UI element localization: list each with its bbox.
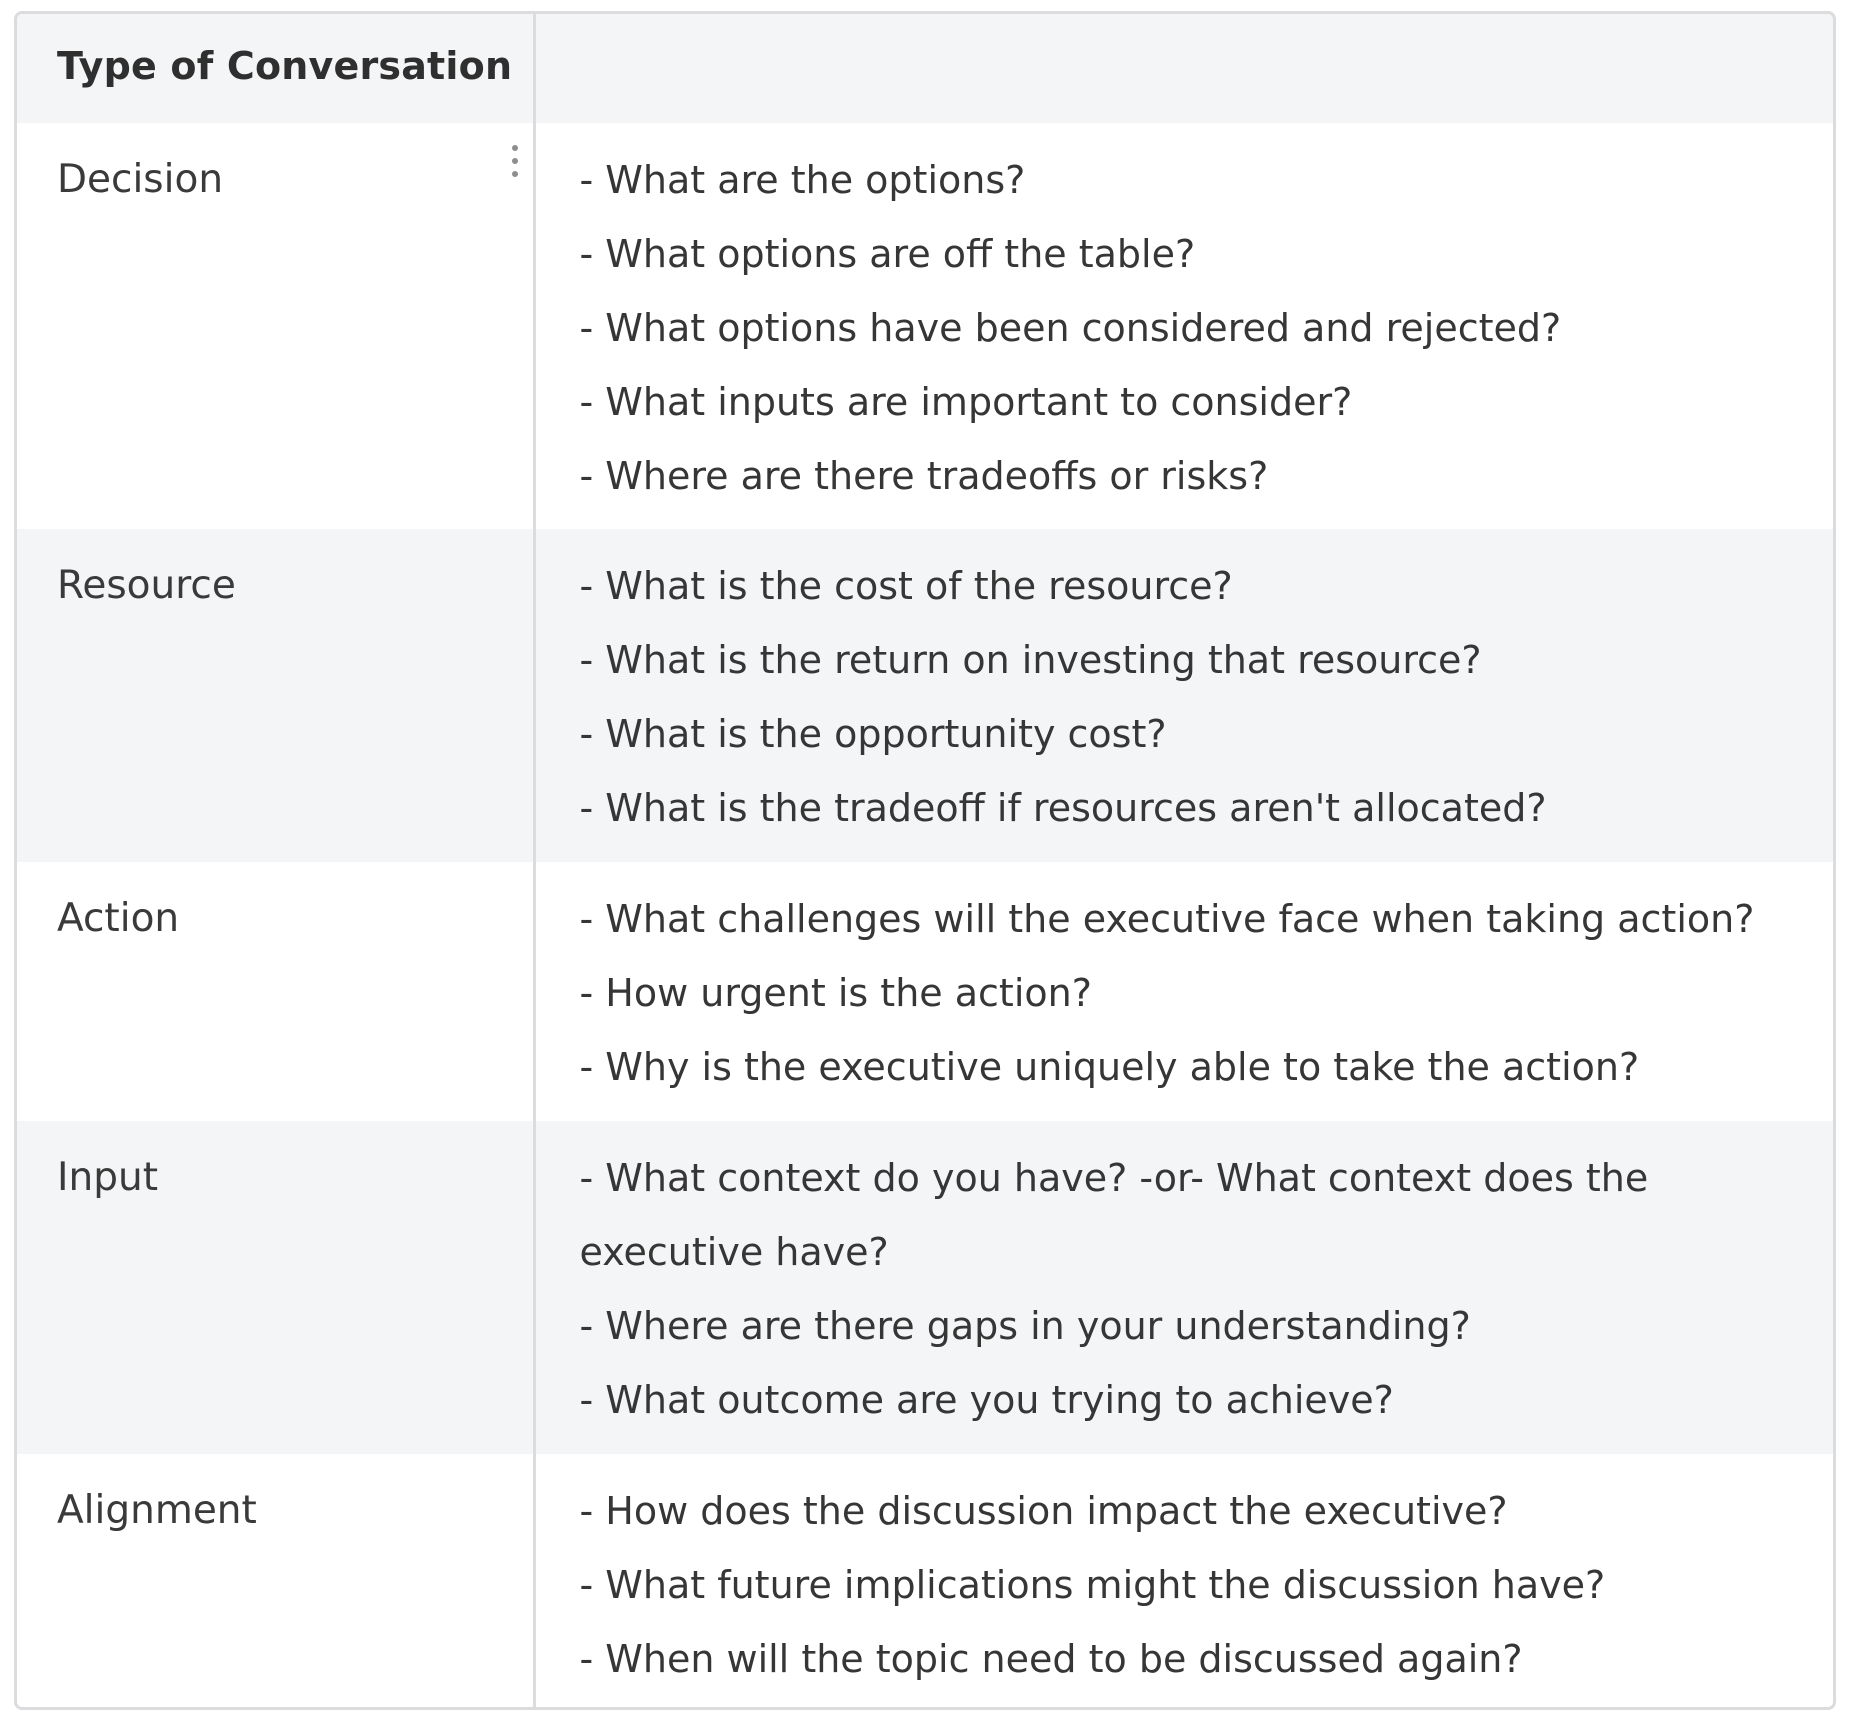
question-line: - What options have been considered and rejected? [579, 306, 1562, 350]
row-questions-cell[interactable] [534, 1454, 1833, 1710]
row-type-cell[interactable] [17, 1454, 534, 1710]
question-line: - What is the cost of the resource? [579, 564, 1233, 608]
row-type-cell[interactable] [17, 529, 534, 862]
question-line: - What outcome are you trying to achieve? [579, 1378, 1394, 1422]
question-line: - What future implications might the discussion have? [579, 1563, 1606, 1607]
question-line: - When will the topic need to be discussed again? [579, 1637, 1523, 1681]
table [17, 14, 1833, 1710]
question-line: - What is the tradeoff if resources aren't allocated? [579, 786, 1547, 830]
question-line: - How does the discussion impact the executive? [579, 1489, 1508, 1533]
conversation-types-table [14, 11, 1836, 1710]
table-row [17, 123, 1833, 529]
row-type-label: Resource [57, 563, 236, 608]
question-line: - How urgent is the action? [579, 971, 1092, 1015]
header-type-of-conversation[interactable]: Type of Conversation [17, 14, 534, 123]
question-line: - Where are there tradeoffs or risks? [579, 454, 1269, 498]
question-line: - What inputs are important to consider? [579, 380, 1353, 424]
row-type-cell[interactable] [17, 123, 534, 529]
row-type-label: Decision [57, 157, 224, 202]
row-questions-cell[interactable] [534, 1121, 1833, 1454]
question-line: - What is the return on investing that resource? [579, 638, 1482, 682]
table-row [17, 1121, 1833, 1454]
question-line: - What is the opportunity cost? [579, 712, 1167, 756]
question-line: - What challenges will the executive face when taking action? [579, 897, 1755, 941]
question-line: - What are the options? [579, 158, 1026, 202]
table-row [17, 529, 1833, 862]
row-type-cell[interactable] [17, 1121, 534, 1454]
question-line: - Where are there gaps in your understanding? [579, 1304, 1471, 1348]
more-options-icon[interactable] [511, 145, 519, 185]
row-type-cell[interactable] [17, 862, 534, 1121]
question-line: - What context do you have? -or- What context does the executive have? [579, 1156, 1649, 1274]
header-questions[interactable] [534, 14, 1833, 123]
row-questions-cell[interactable] [534, 529, 1833, 862]
table-row [17, 1454, 1833, 1710]
row-questions-cell[interactable] [534, 123, 1833, 529]
row-type-label: Input [57, 1155, 158, 1200]
question-line: - What options are off the table? [579, 232, 1196, 276]
row-type-label: Alignment [57, 1488, 257, 1533]
question-line: - Why is the executive uniquely able to take the action? [579, 1045, 1640, 1089]
row-questions-cell[interactable] [534, 862, 1833, 1121]
row-type-label: Action [57, 896, 180, 941]
table-row [17, 862, 1833, 1121]
table-header-row [17, 14, 1833, 123]
